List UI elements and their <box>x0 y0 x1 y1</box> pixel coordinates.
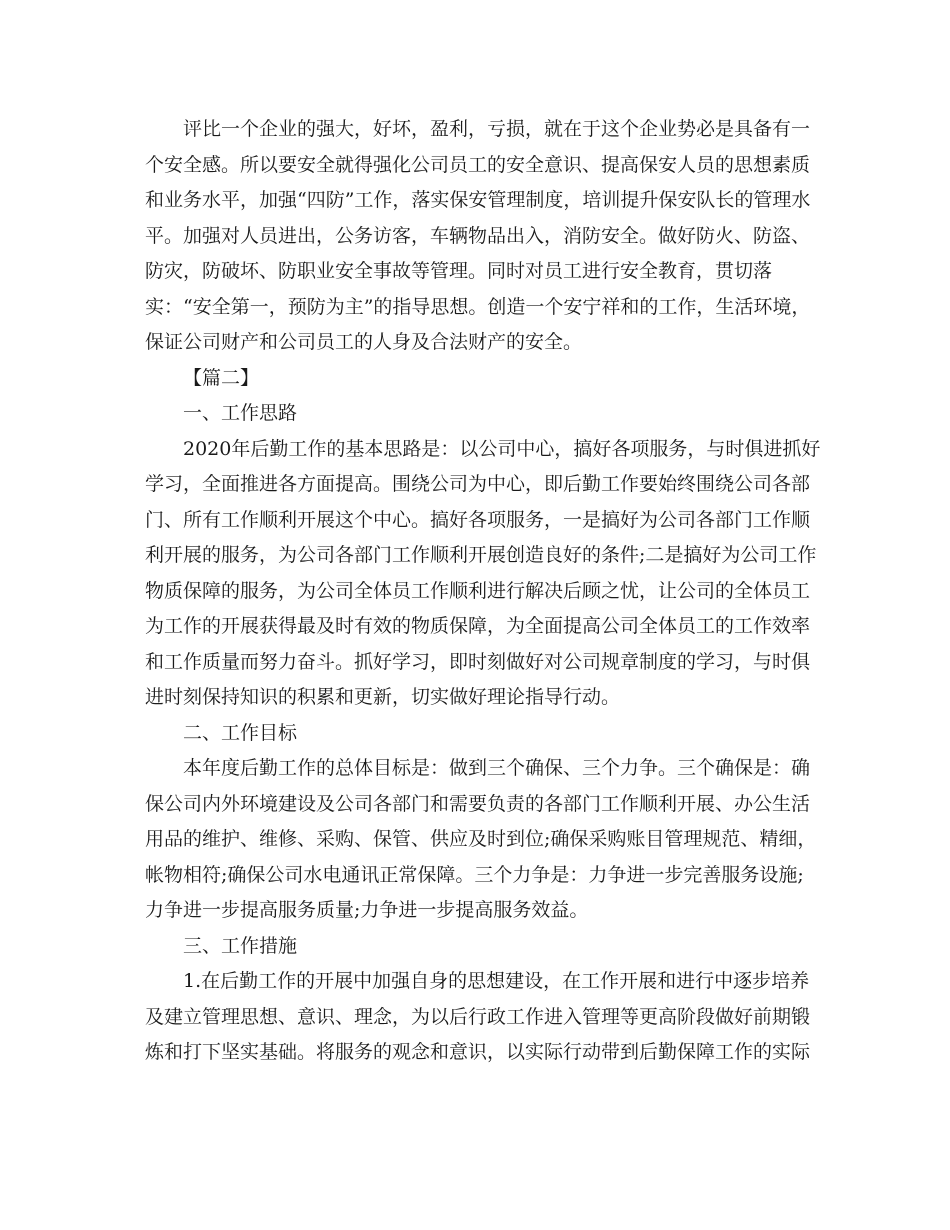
text-line: 个安全感。所以要安全就得强化公司员工的安全意识、提高保安人员的思想素质 <box>145 153 811 176</box>
text-line: 防灾，防破坏、防职业安全事故等管理。同时对员工进行安全教育，贯切落 <box>145 260 773 282</box>
text-line: 和业务水平，加强“四防”工作，落实保安管理制度，培训提升保安队长的管理水 <box>145 189 811 211</box>
text-line: 门、所有工作顺利开展这个中心。搞好各项服务，一是搞好为公司各部门工作顺 <box>145 508 811 531</box>
section-heading: 【篇二】 <box>183 366 260 389</box>
text-line: 为工作的开展获得最及时有效的物质保障，为全面提高公司全体员工的工作效率 <box>145 615 811 637</box>
text-line: 评比一个企业的强大，好坏，盈利，亏损，就在于这个企业势必是具备有一 <box>183 118 811 140</box>
text-line: 本年度后勤工作的总体目标是：做到三个确保、三个力争。三个确保是：确 <box>183 757 811 779</box>
section-heading: 二、工作目标 <box>183 721 298 744</box>
document-body <box>145 112 821 1071</box>
text-line: 帐物相符;确保公司水电通讯正常保障。三个力争是：力争进一步完善服务设施; <box>145 863 804 886</box>
text-line: 实：“安全第一，预防为主”的指导思想。创造一个安宁祥和的工作，生活环境， <box>145 295 811 318</box>
section-heading: 一、工作思路 <box>183 402 298 424</box>
text-line: 1.在后勤工作的开展中加强自身的思想建设，在工作开展和进行中逐步培养 <box>183 970 810 992</box>
text-line: 物质保障的服务，为公司全体员工作顺利进行解决后顾之忧，让公司的全体员工 <box>145 579 811 602</box>
text-line: 学习，全面推进各方面提高。围绕公司为中心，即后勤工作要始终围绕公司各部 <box>145 473 811 495</box>
text-line: 保公司内外环境建设及公司各部门和需要负责的各部门工作顺利开展、办公生活 <box>145 792 811 815</box>
text-line: 用品的维护、维修、采购、保管、供应及时到位;确保采购账目管理规范、精细， <box>145 828 817 850</box>
text-line: 进时刻保持知识的积累和更新，切实做好理论指导行动。 <box>145 686 621 708</box>
text-line: 2020年后勤工作的基本思路是：以公司中心，搞好各项服务，与时俱进抓好 <box>183 437 821 460</box>
text-line: 力争进一步提高服务质量;力争进一步提高服务效益。 <box>145 899 589 921</box>
text-line: 利开展的服务，为公司各部门工作顺利开展创造良好的条件;二是搞好为公司工作 <box>145 544 817 566</box>
section-heading: 三、工作措施 <box>183 934 298 957</box>
text-line: 炼和打下坚实基础。将服务的观念和意识，以实际行动带到后勤保障工作的实际 <box>145 1041 811 1063</box>
text-line: 保证公司财产和公司员工的人身及合法财产的安全。 <box>145 331 583 353</box>
text-line: 及建立管理思想、意识、理念，为以后行政工作进入管理等更高阶段做好前期锻 <box>145 1005 811 1028</box>
text-line: 和工作质量而努力奋斗。抓好学习，即时刻做好对公司规章制度的学习，与时俱 <box>145 650 811 673</box>
text-line: 平。加强对人员进出，公务访客，车辆物品出入，消防安全。做好防火、防盗、 <box>145 224 811 247</box>
